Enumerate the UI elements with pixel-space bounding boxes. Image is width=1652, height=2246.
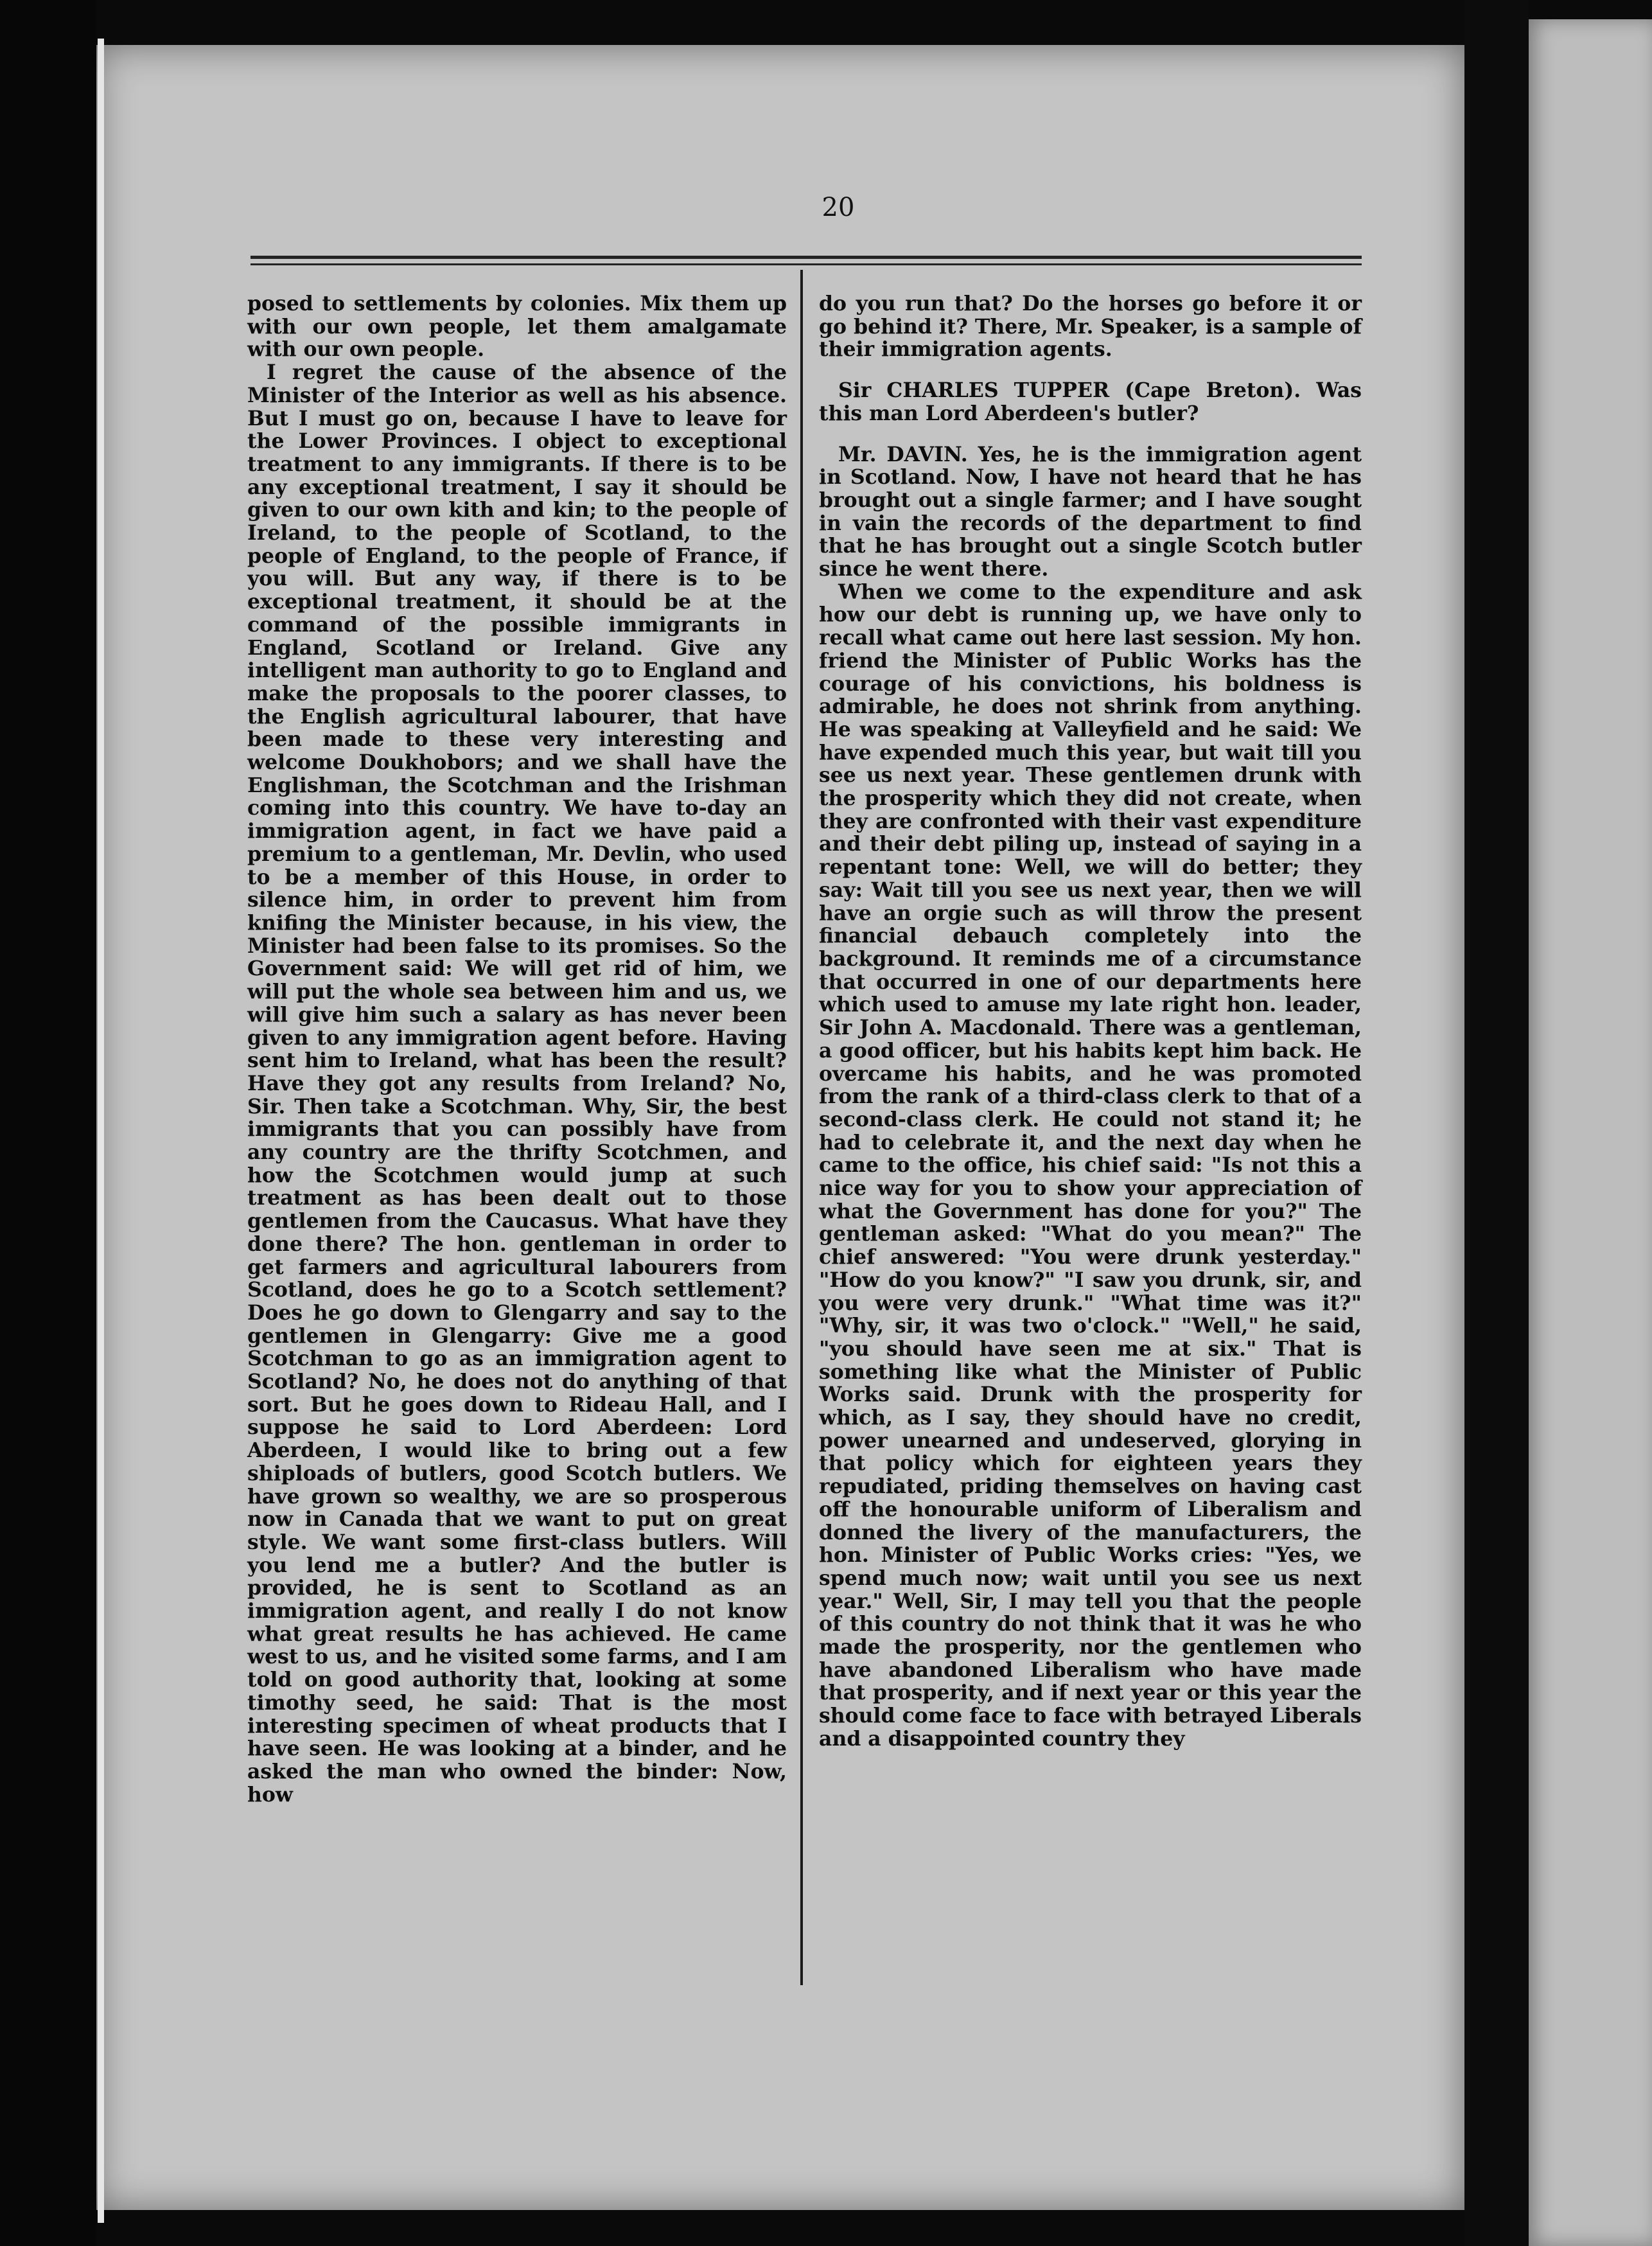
interjection-text: Was this man Lord Aberdeen's butler? xyxy=(819,378,1362,425)
column-divider xyxy=(800,270,803,1985)
interjection-speaker: Sir CHARLES TUPPER (Cape Breton). xyxy=(838,378,1301,403)
scan-gutter xyxy=(1464,0,1529,2246)
reply-paragraph xyxy=(819,443,1362,581)
left-paragraph-1: posed to settlements by colonies. Mix them up with our own people, let them amalgamate with our own people. xyxy=(247,292,787,362)
reply-text: Yes, he is the immigration agent in Scotland. Now, I have not heard that he has brought out a single farmer; and I have sought in vain the records of the department to find that he has brought out a single Scotch butler since he went there. xyxy=(819,442,1362,581)
left-paragraph-2: I regret the cause of the absence of the Minister of the Interior as well as his absence. But I must go on, because I have to leave for the Lower Provinces. I object to exceptional treatment to any immigrants. If there is to be any exceptional treatment, I say it should be given to our own kith and kin; to the people of Ireland, to the people of Scotland, to the people of England, to the people of France, if you will. But any way, if there is to be exceptional treatment, it should be at the command of the possible immigrants in England, Scotland or Ireland. Give any intelligent man authority to go to England and make the proposals to the poorer classes, to the English agricultural labourer, that have been made to these very interesting and welcome Doukhobors; and we shall have the Englishman, the Scotchman and the Irishman coming into this country. We have to-day an immigration agent, in fact we have paid a premium to a gentleman, Mr. Devlin, who used to be a member of this House, in order to silence him, in order to prevent him from knifing the Minister because, in his view, the Minister had been false to its promises. So the Government said: We will get rid of him, we will put the whole sea between him and us, we will give him such a salary as has never been given to any immigration agent before. Having sent him to Ireland, what has been the result? Have they got any results from Ireland? No, Sir. Then take a Scotchman. Why, Sir, the best immigrants that you can possibly have from any country are the thrifty Scotchmen, and how the Scotchmen would jump at such treatment as has been dealt out to those gentlemen from the Caucasus. What have they done there? The hon. gentleman in order to get farmers and agricultural labourers from Scotland, does he go to a Scotch settlement? Does he go down to Glengarry and say to the gentlemen in Glengarry: Give me a good Scotchman to go as an immigration agent to Scotland? No, he does not do anything of that sort. But he goes down to Rideau Hall, and I suppose he said to Lord Aberdeen: Lord Aberdeen, I would like to bring out a few shiploads of butlers, good Scotch butlers. We have grown so wealthy, we are so prosperous now in Canada that we want to put on great style. We want some first-class butlers. Will you lend me a butler? And the butler is provided, he is sent to Scotland as an immigration agent, and really I do not know what great results he has achieved. He came west to us, and he visited some farms, and I am told on good authority that, looking at some timothy seed, he said: That is the most interesting specimen of wheat products that I have seen. He was looking at a binder, and he asked the man who owned the binder: Now, how xyxy=(247,360,787,1807)
page-number: 20 xyxy=(822,193,855,222)
header-rule-thin xyxy=(250,263,1362,265)
page-edge xyxy=(98,39,104,2223)
scan-left-border xyxy=(0,0,96,2246)
header-rule xyxy=(250,256,1362,259)
reply-speaker: Mr. DAVIN. xyxy=(838,442,968,466)
right-column xyxy=(819,292,1362,1751)
facing-page-edge xyxy=(1529,19,1652,2246)
left-column xyxy=(247,292,787,1806)
right-continuation: do you run that? Do the horses go before it or go behind it? There, Mr. Speaker, is a sample of their immigration agents. xyxy=(819,292,1362,362)
interjection-paragraph xyxy=(819,379,1362,425)
right-paragraph-2: When we come to the expenditure and ask how our debt is running up, we have only to recall what came out here last session. My hon. friend the Minister of Public Works has the courage of his convictions, his boldness is admirable, he does not shrink from anything. He was speaking at Valleyfield and he said: We have expended much this year, but wait till you see us next year. These gentlemen drunk with the prosperity which they did not create, when they are confronted with their vast expenditure and their debt piling up, instead of saying in a repentant tone: Well, we will do better; they say: Wait till you see us next year, then we will have an orgie such as will throw the present financial debauch completely into the background. It reminds me of a circumstance that occurred in one of our departments here which used to amuse my late right hon. leader, Sir John A. Macdonald. There was a gentleman, a good officer, but his habits kept him back. He overcame his habits, and he was promoted from the rank of a third-class clerk to that of a second-class clerk. He could not stand it; he had to celebrate it, and the next day when he came to the office, his chief said: "Is not this a nice way for you to show your appreciation of what the Government has done for you?" The gentleman asked: "What do you mean?" The chief answered: "You were drunk yesterday." "How do you know?" "I saw you drunk, sir, and you were very drunk." "What time was it?" "Why, sir, it was two o'clock." "Well," he said, "you should have seen me at six." That is something like what the Minister of Public Works said. Drunk with the prosperity for which, as I say, they should have no credit, power unearned and undeserved, glorying in that policy which for eighteen years they repudiated, priding themselves on having cast off the honourable uniform of Liberalism and donned the livery of the manufacturers, the hon. Minister of Public Works cries: "Yes, we spend much now; wait until you see us next year." Well, Sir, I may tell you that the people of this country do not think that it was he who made the prosperity, nor the gentlemen who have abandoned Liberalism who have made that prosperity, and if next year or this year the should come face to face with betrayed Liberals and a disappointed country they xyxy=(819,579,1362,1751)
